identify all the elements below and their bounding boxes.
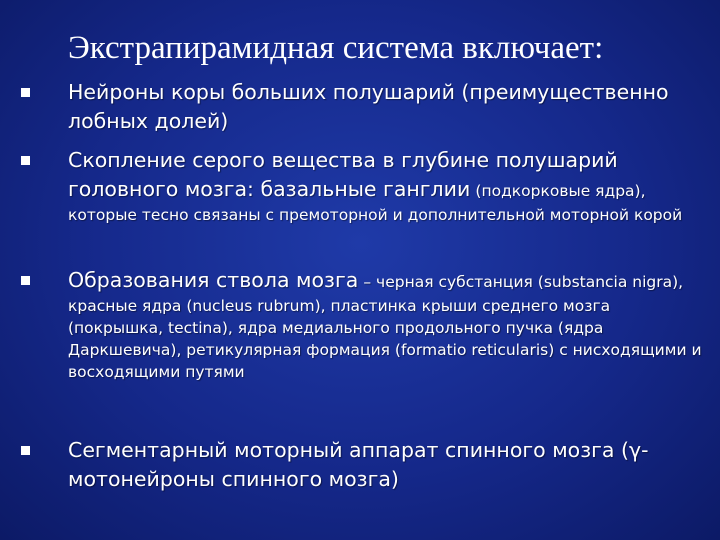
square-bullet-icon	[21, 276, 30, 285]
bullet-item-cortex-neurons	[68, 78, 704, 136]
bullet-subtext: (подкорковые ядра), которые тесно связаны с премоторной и дополнительной моторной корой	[68, 182, 683, 224]
slide-title: Экстрапирамидная система включает:	[68, 30, 604, 66]
bullet-item-spinal-segmental	[68, 436, 704, 494]
bullet-text: Сегментарный моторный аппарат спинного мозга (γ-мотонейроны спинного мозга)	[68, 438, 649, 491]
square-bullet-icon	[21, 156, 30, 165]
bullet-text: Скопление серого вещества в глубине полушарий головного мозга: базальные ганглии	[68, 148, 618, 201]
bullet-item-brainstem	[68, 266, 704, 383]
square-bullet-icon	[21, 446, 30, 455]
bullet-item-basal-ganglia	[68, 146, 704, 226]
bullet-subtext: – черная субстанция (substancia nigra), красные ядра (nucleus rubrum), пластинка крыши среднего мозга (покрышка, tectina), ядра медиального продольного пучка (ядра Даркшевича), ретикулярная формация (formatio reticularis) с нисходящими и восходящими путями	[68, 273, 702, 381]
bullet-text: Образования ствола мозга	[68, 268, 359, 292]
bullet-text: Нейроны коры больших полушарий (преимущественно лобных долей)	[68, 80, 669, 133]
square-bullet-icon	[21, 88, 30, 97]
